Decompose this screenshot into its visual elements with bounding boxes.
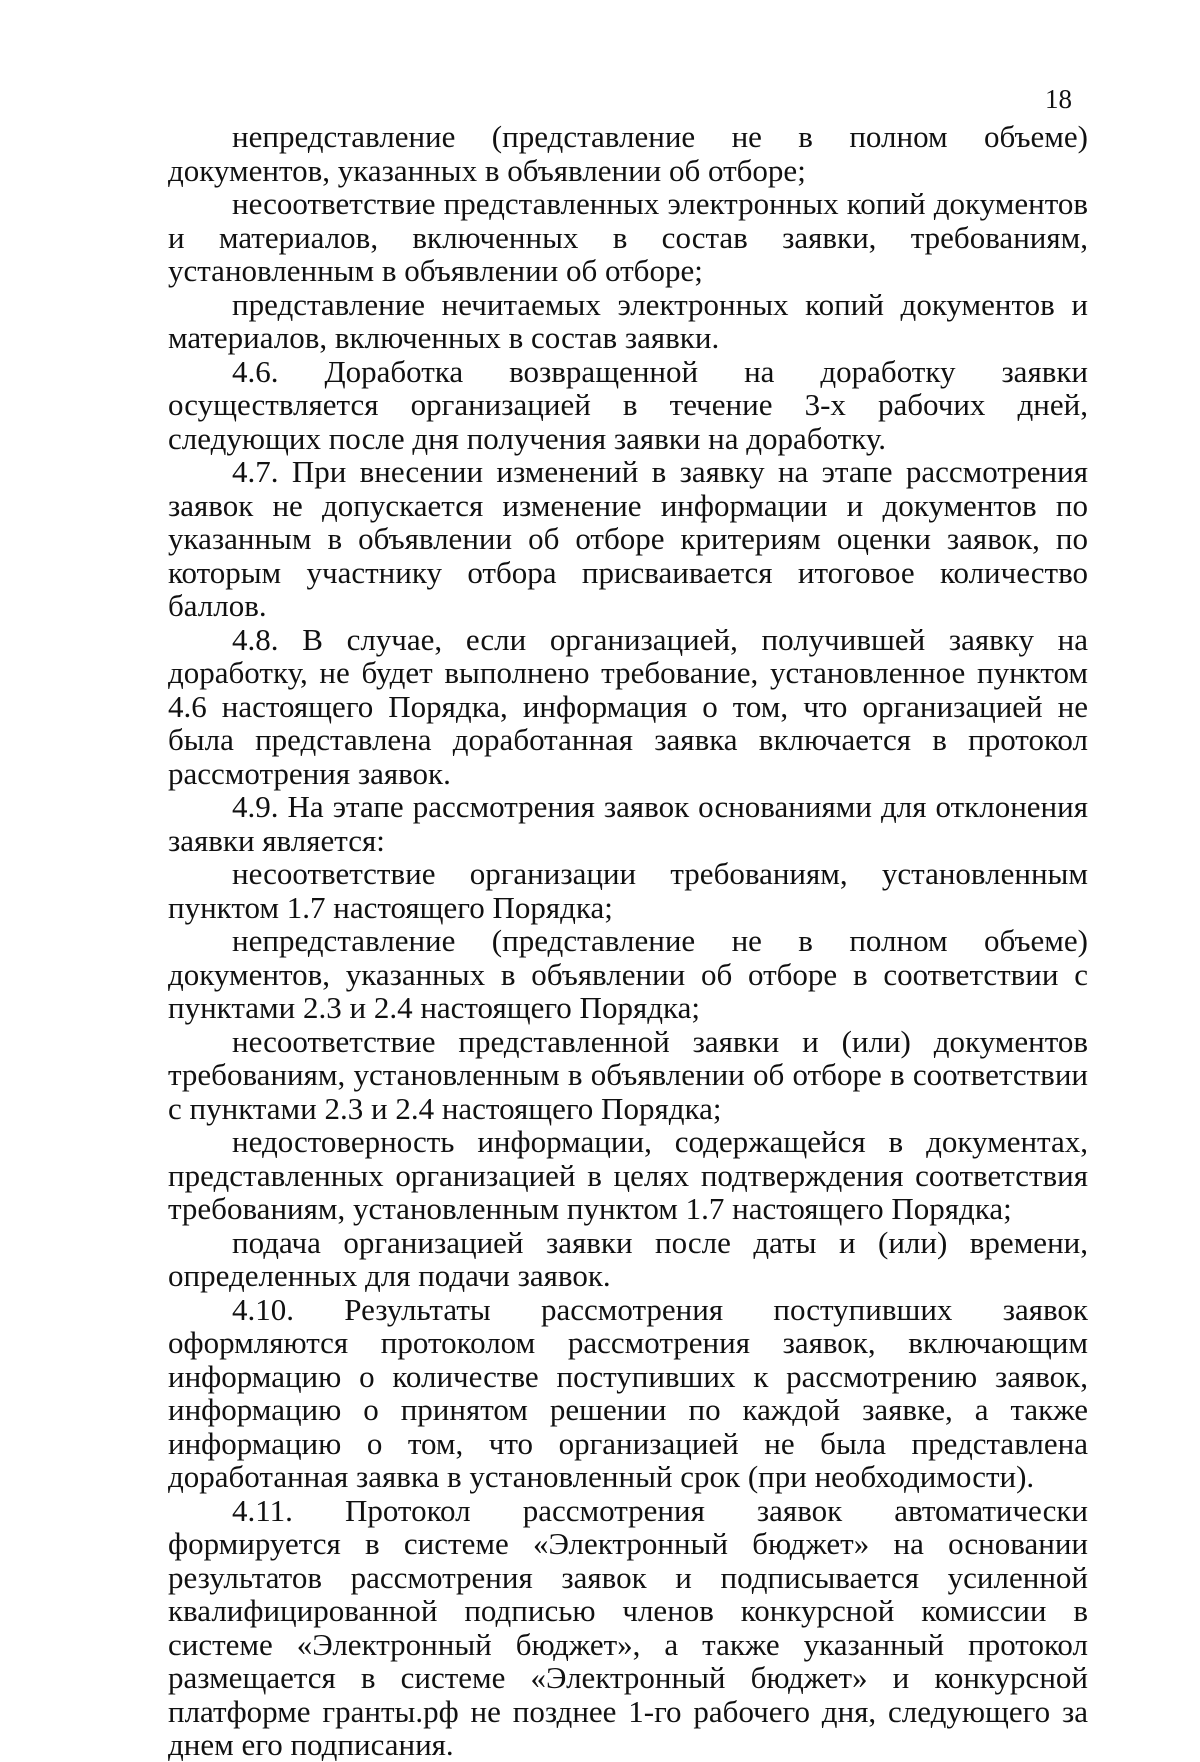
paragraph-4-8: 4.8. В случае, если организацией, получившей заявку на доработку, не будет выполнено требование, установленное пунктом 4.6 настоящего Порядка, информация о том, что организацией не была представлена доработанная заявка включается в протокол рассмотрения заявок. xyxy=(168,621,1088,791)
paragraph-2: несоответствие представленных электронных копий документов и материалов, включенных в состав заявки, требованиям, установленным в объявлении об отборе; xyxy=(168,186,1088,288)
paragraph-4-11: 4.11. Протокол рассмотрения заявок автоматически формируется в системе «Электронный бюджет» на основании результатов рассмотрения заявок и подписывается усиленной квалифицированной подписью членов конкурсной комиссии в системе «Электронный бюджет», а также указанный протокол размещается в системе «Электронный бюджет» и конкурсной платформе гранты.рф не позднее 1-го рабочего дня, следующего за днем его подписания. xyxy=(168,1492,1088,1762)
paragraph-4-9-item-3: несоответствие представленной заявки и (или) документов требованиям, установленным в объявлении об отборе в соответствии с пунктами 2.3 и 2.4 настоящего Порядка; xyxy=(168,1023,1088,1126)
paragraph-4-9-item-2: непредставление (представление не в полном объеме) документов, указанных в объявлении об отборе в соответствии с пунктами 2.3 и 2.4 настоящего Порядка; xyxy=(168,923,1088,1025)
paragraph-4-10: 4.10. Результаты рассмотрения поступивших заявок оформляются протоколом рассмотрения заявок, включающим информацию о количестве поступивших к рассмотрению заявок, информацию о принятом решении по каждой заявке, а также информацию о том, что организацией не была представлена доработанная заявка в установленный срок (при необходимости). xyxy=(168,1291,1088,1494)
document-body xyxy=(168,120,1088,1762)
paragraph-4-9: 4.9. На этапе рассмотрения заявок основаниями для отклонения заявки является: xyxy=(168,789,1088,858)
page-number: 18 xyxy=(1045,84,1072,114)
paragraph-3: представление нечитаемых электронных копий документов и материалов, включенных в состав заявки. xyxy=(168,286,1088,355)
paragraph-4-6: 4.6. Доработка возвращенной на доработку заявки осуществляется организацией в течение 3-х рабочих дней, следующих после дня получения заявки на доработку. xyxy=(168,353,1088,456)
paragraph-4-9-item-4: недостоверность информации, содержащейся в документах, представленных организацией в целях подтверждения соответствия требованиям, установленным пунктом 1.7 настоящего Порядка; xyxy=(168,1124,1088,1226)
paragraph-4-9-item-5: подача организацией заявки после даты и (или) времени, определенных для подачи заявок. xyxy=(168,1224,1088,1293)
paragraph-4-9-item-1: несоответствие организации требованиям, установленным пунктом 1.7 настоящего Порядка; xyxy=(168,856,1088,925)
paragraph-1: непредставление (представление не в полном объеме) документов, указанных в объявлении об отборе; xyxy=(168,119,1088,188)
paragraph-4-7: 4.7. При внесении изменений в заявку на этапе рассмотрения заявок не допускается изменение информации и документов по указанным в объявлении об отборе критериям оценки заявок, по которым участнику отбора присваивается итоговое количество баллов. xyxy=(168,454,1088,623)
